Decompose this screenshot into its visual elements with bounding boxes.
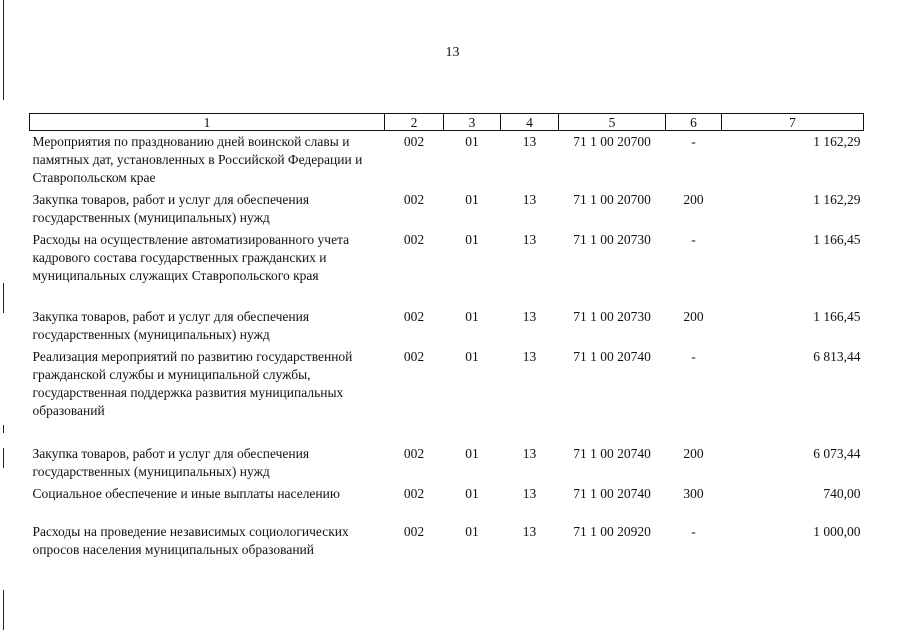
column-header: 5: [559, 114, 666, 131]
row-code-5: 71 1 00 20740: [573, 446, 651, 461]
row-code-4: 13: [522, 349, 537, 364]
table-row: [30, 131, 864, 190]
row-code-4: 13: [522, 309, 537, 324]
row-name: Социальное обеспечение и иные выплаты населению: [32, 486, 340, 501]
row-code-3: 01: [465, 192, 479, 207]
row-code-6: -: [691, 134, 696, 149]
row-code-3: 01: [465, 134, 479, 149]
row-code-2: 002: [403, 192, 425, 207]
row-name: Расходы на осуществление автоматизированного учета кадрового состава государственных гражданских и муниципальных служащих Ставропольского края: [32, 232, 350, 283]
table-row: [30, 483, 864, 521]
column-header: 4: [501, 114, 559, 131]
row-code-3: 01: [465, 232, 479, 247]
row-code-2: 002: [403, 524, 425, 539]
row-code-5: 71 1 00 20730: [573, 309, 651, 324]
row-code-6: 300: [683, 486, 704, 501]
row-code-3: 01: [465, 349, 479, 364]
row-code-3: 01: [465, 309, 479, 324]
row-code-2: 002: [403, 134, 425, 149]
row-code-4: 13: [522, 486, 537, 501]
row-name: Расходы на проведение независимых социологических опросов населения муниципальных образований: [32, 524, 349, 557]
table-row: [30, 346, 864, 443]
row-code-5: 71 1 00 20700: [573, 192, 651, 207]
row-name: Реализация мероприятий по развитию государственной гражданской службы и муниципальной службы, государственная поддержка развития муниципальных образований: [32, 349, 353, 418]
row-name: Закупка товаров, работ и услуг для обеспечения государственных (муниципальных) нужд: [32, 309, 310, 342]
row-code-4: 13: [522, 446, 537, 461]
row-amount: 1 166,45: [813, 309, 861, 324]
scan-edge-mark: [3, 590, 4, 630]
row-code-2: 002: [403, 232, 425, 247]
column-header: 2: [385, 114, 444, 131]
row-name: Закупка товаров, работ и услуг для обеспечения государственных (муниципальных) нужд: [32, 192, 310, 225]
row-name: Мероприятия по празднованию дней воинской славы и памятных дат, установленных в Российской Федерации и Ставропольском крае: [32, 134, 363, 185]
row-code-3: 01: [465, 524, 479, 539]
row-code-3: 01: [465, 486, 479, 501]
row-code-3: 01: [465, 446, 479, 461]
row-code-4: 13: [522, 192, 537, 207]
table-row: [30, 229, 864, 306]
scan-edge-mark: [3, 283, 4, 313]
row-code-4: 13: [522, 232, 537, 247]
row-amount: 1 162,29: [813, 192, 861, 207]
row-code-2: 002: [403, 486, 425, 501]
table-row: [30, 189, 864, 229]
column-header: 6: [666, 114, 722, 131]
row-code-5: 71 1 00 20700: [573, 134, 651, 149]
column-header: 1: [30, 114, 385, 131]
budget-table: [29, 113, 864, 579]
scan-edge-mark: [3, 425, 4, 433]
table-row: [30, 521, 864, 579]
row-amount: 740,00: [823, 486, 861, 501]
page-number: 13: [445, 45, 460, 60]
column-header: 3: [444, 114, 501, 131]
row-amount: 1 166,45: [813, 232, 861, 247]
row-name: Закупка товаров, работ и услуг для обеспечения государственных (муниципальных) нужд: [32, 446, 310, 479]
row-code-2: 002: [403, 349, 425, 364]
row-code-5: 71 1 00 20740: [573, 486, 651, 501]
row-code-4: 13: [522, 524, 537, 539]
row-code-6: 200: [683, 309, 704, 324]
table-row: [30, 443, 864, 483]
row-code-5: 71 1 00 20740: [573, 349, 651, 364]
row-code-6: -: [691, 349, 696, 364]
scan-edge-mark: [3, 448, 4, 468]
row-code-6: -: [691, 524, 696, 539]
row-code-5: 71 1 00 20730: [573, 232, 651, 247]
row-amount: 1 162,29: [813, 134, 861, 149]
row-code-6: -: [691, 232, 696, 247]
table-row: [30, 306, 864, 346]
row-code-5: 71 1 00 20920: [573, 524, 651, 539]
row-code-2: 002: [403, 446, 425, 461]
row-code-2: 002: [403, 309, 425, 324]
row-amount: 6 813,44: [813, 349, 861, 364]
row-code-6: 200: [683, 446, 704, 461]
row-amount: 1 000,00: [813, 524, 861, 539]
row-code-6: 200: [683, 192, 704, 207]
row-code-4: 13: [522, 134, 537, 149]
column-header: 7: [722, 114, 864, 131]
table-header-row: [30, 114, 864, 131]
row-amount: 6 073,44: [813, 446, 861, 461]
